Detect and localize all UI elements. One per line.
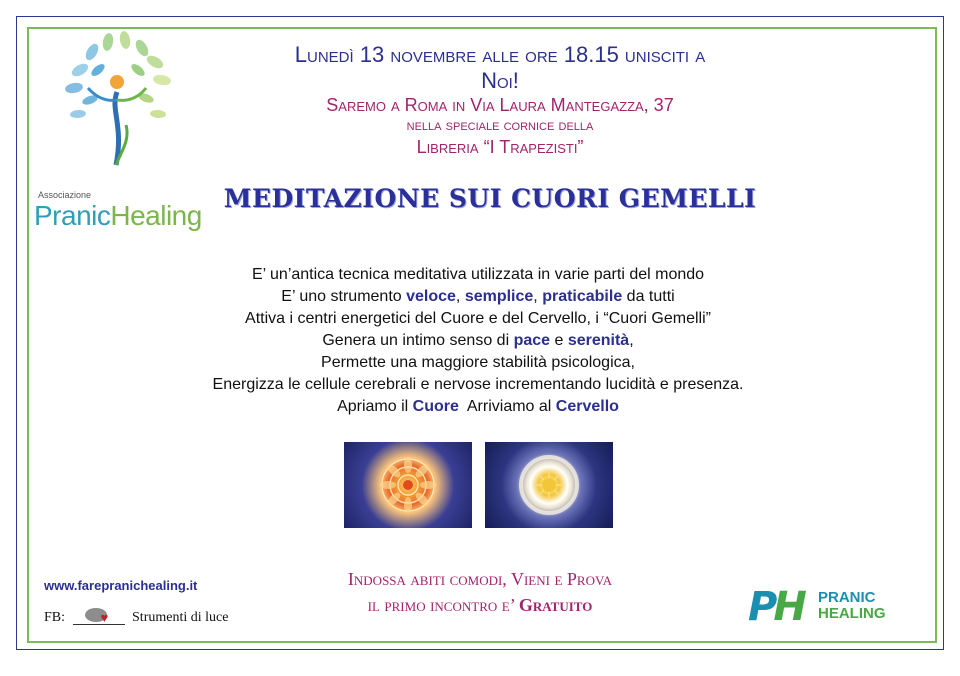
fb-page-name[interactable]: Strumenti di luce [132,610,229,625]
event-date-line: Lunedì 13 novembre alle ore 18.15 unisciti a [294,42,706,67]
description-line: Genera un intimo senso di pace e serenità, [322,332,634,349]
stone-heart-icon: ♥ [73,608,125,625]
description-line: E’ uno strumento veloce, semplice, praticabile da tutti [281,288,675,305]
description [100,264,856,418]
logo-association-text: Associazione [38,190,92,200]
description-line: Apriamo il Cuore Arriviamo al Cervello [337,398,619,415]
description-line: Energizza le cellule cerebrali e nervose incrementando lucidità e presenza. [212,376,744,393]
event-setting: nella speciale cornice della [406,117,594,134]
footer-line-1: Indossa abiti comodi, Vieni e Prova [347,569,613,589]
description-line: Permette una maggiore stabilità psicologica, [321,354,635,371]
heart-chakra-image [344,442,472,528]
description-line: Attiva i centri energetici del Cuore e del Cervello, i “Cuori Gemelli” [245,310,711,327]
event-header [190,42,810,158]
event-join-line: Noi! [481,68,519,93]
association-logo [30,30,202,231]
logo-name: PranicHealing [34,200,202,231]
description-line: E’ un’antica tecnica meditativa utilizzata in varie parti del mondo [251,266,705,283]
footer-call-to-action [270,566,690,618]
crown-chakra-image [485,442,613,528]
website-link[interactable]: www.farepranichealing.it [44,578,198,593]
ph-monogram-icon: PH [748,584,803,630]
fb-label: FB: [44,610,66,625]
tree-logo-icon [50,30,185,175]
ph-wordmark: PRANIC HEALING [818,589,886,622]
footer-line-2: il primo incontro e’ Gratuito [367,595,593,615]
event-venue: Libreria “I Trapezisti” [416,137,584,157]
pranic-healing-logo [748,584,918,634]
event-address: Saremo a Roma in Via Laura Mantegazza, 37 [326,95,674,115]
facebook-info [44,608,228,626]
page-title: MEDITAZIONE SUI CUORI GEMELLI [223,184,757,213]
